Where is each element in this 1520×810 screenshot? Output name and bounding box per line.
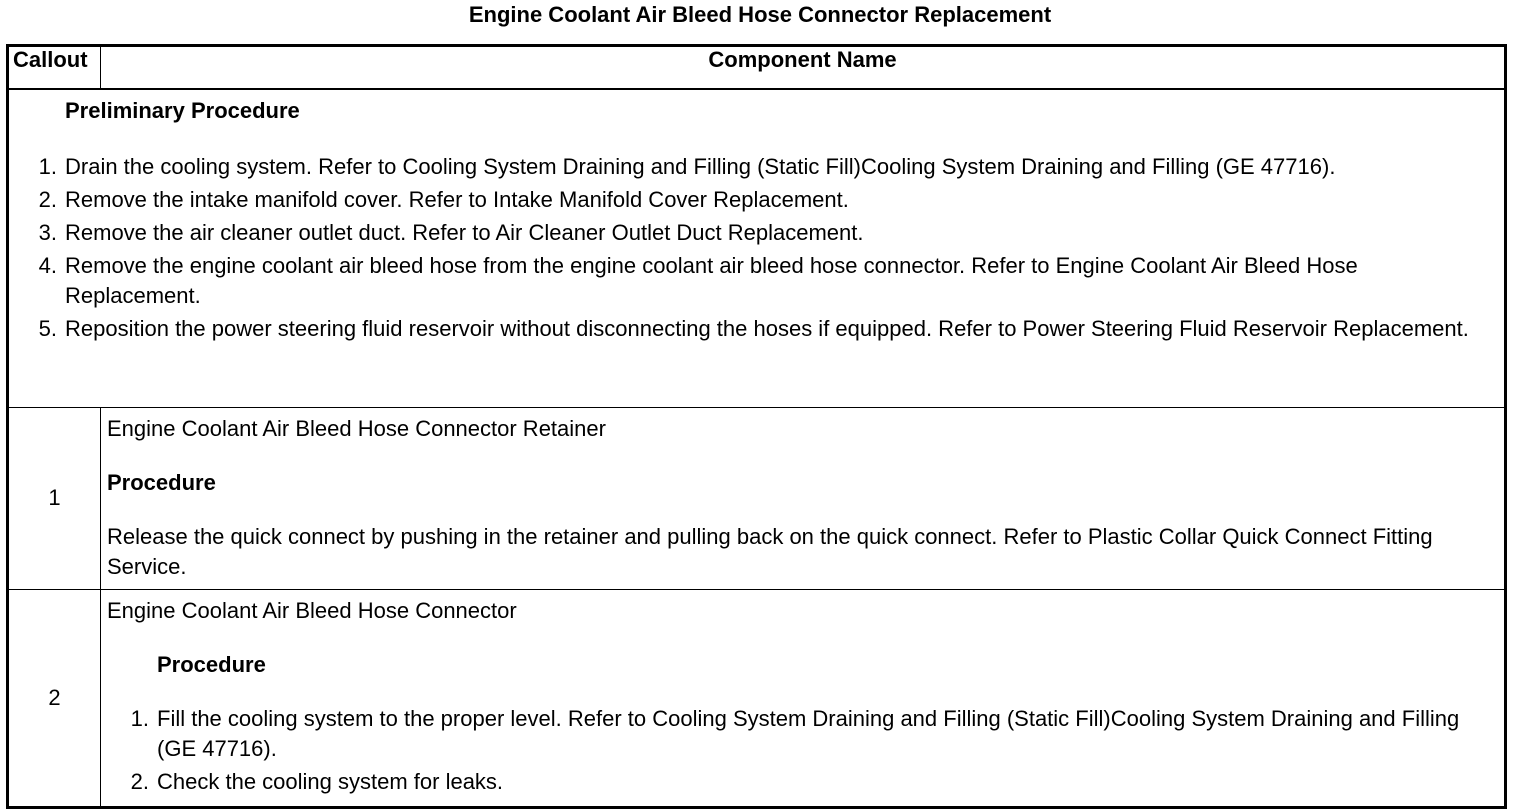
preliminary-procedure-row	[8, 89, 1506, 407]
list-item: 2. Check the cooling system for leaks.	[130, 768, 504, 794]
component-cell	[101, 407, 1506, 589]
list-item: 4. Remove the engine coolant air bleed hose from the engine coolant air bleed hose connector. Refer to Engine Coolant Air Bleed Hose Replacement.	[38, 253, 1358, 308]
procedure-steps-list	[107, 704, 1498, 797]
callout-number: 1	[8, 407, 101, 589]
procedure-text: Release the quick connect by pushing in the retainer and pulling back on the quick connect. Refer to Plastic Collar Quick Connect Fitting Service.	[107, 523, 1433, 579]
procedure-label: Procedure	[107, 469, 216, 495]
procedure-table	[6, 44, 1507, 809]
list-item: 5. Reposition the power steering fluid reservoir without disconnecting the hoses if equipped. Refer to Power Steering Fluid Reservoir Replacement.	[38, 316, 1469, 341]
list-item: 1. Drain the cooling system. Refer to Cooling System Draining and Filling (Static Fill)Cooling System Draining and Filling (GE 47716).	[38, 154, 1336, 179]
preliminary-procedure-title: Preliminary Procedure	[65, 98, 300, 123]
component-name: Engine Coolant Air Bleed Hose Connector Retainer	[107, 415, 606, 441]
list-item: 1. Fill the cooling system to the proper level. Refer to Cooling System Draining and Filling (Static Fill)Cooling System Draining and Filling (GE 47716).	[130, 705, 1460, 761]
component-name: Engine Coolant Air Bleed Hose Connector	[107, 597, 517, 623]
page-title: Engine Coolant Air Bleed Hose Connector Replacement	[468, 2, 1052, 27]
table-row	[8, 589, 1506, 807]
component-name-column-header: Component Name	[101, 46, 1506, 90]
callout-column-header: Callout	[8, 46, 101, 90]
component-cell	[101, 589, 1506, 807]
list-item: 2. Remove the intake manifold cover. Refer to Intake Manifold Cover Replacement.	[38, 187, 849, 212]
list-item: 3. Remove the air cleaner outlet duct. Refer to Air Cleaner Outlet Duct Replacement.	[38, 220, 864, 245]
table-header-row	[8, 46, 1506, 90]
preliminary-steps-list	[17, 152, 1496, 344]
procedure-label: Procedure	[157, 651, 266, 677]
callout-number: 2	[8, 589, 101, 807]
preliminary-procedure-cell	[8, 89, 1506, 407]
table-row	[8, 407, 1506, 589]
